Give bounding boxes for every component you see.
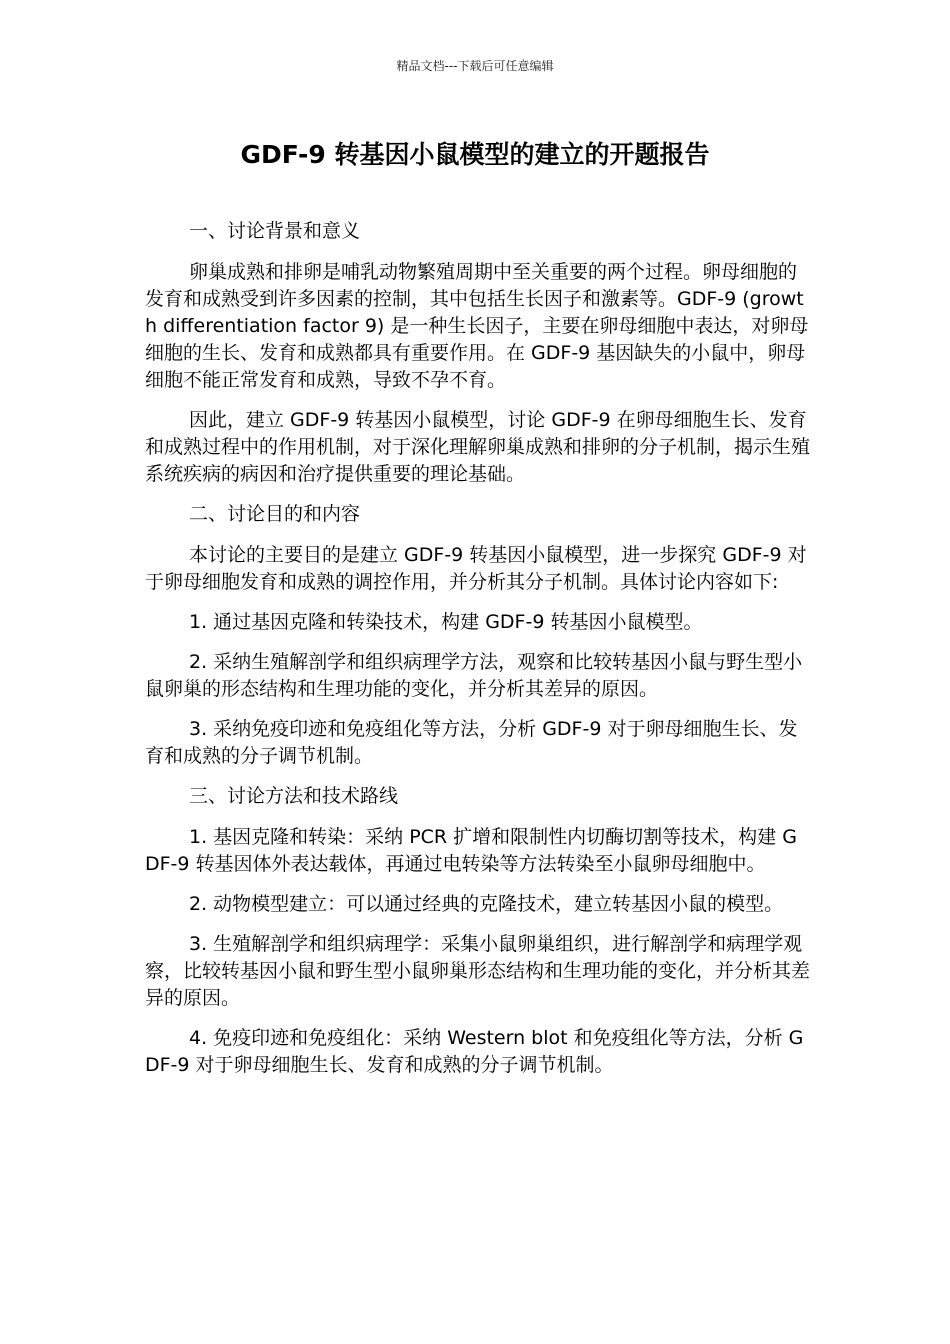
list-item: 2. 采纳生殖解剖学和组织病理学方法，观察和比较转基因小鼠与野生型小鼠卵巢的形态结构和生理功能的变化，并分析其差异的原因。 bbox=[145, 651, 803, 700]
list-item: 3. 采纳免疫印迹和免疫组化等方法，分析 GDF-9 对于卵母细胞生长、发育和成熟的分子调节机制。 bbox=[145, 718, 798, 767]
paragraph: 本讨论的主要目的是建立 GDF-9 转基因小鼠模型，进一步探究 GDF-9 对于卵母细胞发育和成熟的调控作用，并分析其分子机制。具体讨论内容如下: bbox=[145, 544, 807, 593]
section-heading-methods: 三、讨论方法和技术路线 bbox=[189, 785, 399, 807]
paragraph: 卵巢成熟和排卵是哺乳动物繁殖周期中至关重要的两个过程。卵母细胞的发育和成熟受到许多因素的控制，其中包括生长因子和激素等。GDF-9 (growth differentiation factor 9) 是一种生长因子，主要在卵母细胞中表达，对卵母细胞的生长、发育和成熟都具有重要作用。在 GDF-9 基因缺失的小鼠中，卵母细胞不能正常发育和成熟，导致不孕不育。 bbox=[145, 261, 809, 391]
list-item: 1. 通过基因克隆和转染技术，构建 GDF-9 转基因小鼠模型。 bbox=[189, 611, 703, 633]
document-body bbox=[145, 218, 810, 1092]
section-heading-purpose: 二、讨论目的和内容 bbox=[189, 503, 361, 525]
list-item: 4. 免疫印迹和免疫组化：采纳 Western blot 和免疫组化等方法，分析 GDF-9 对于卵母细胞生长、发育和成熟的分子调节机制。 bbox=[145, 1027, 804, 1076]
list-item: 1. 基因克隆和转染：采纳 PCR 扩增和限制性内切酶切割等技术，构建 GDF-9 转基因体外表达载体，再通过电转染等方法转染至小鼠卵母细胞中。 bbox=[145, 826, 797, 875]
section-heading-background: 一、讨论背景和意义 bbox=[189, 220, 361, 242]
list-item: 2. 动物模型建立：可以通过经典的克隆技术，建立转基因小鼠的模型。 bbox=[189, 893, 784, 915]
document-title: GDF-9 转基因小鼠模型的建立的开题报告 bbox=[240, 140, 710, 169]
list-item: 3. 生殖解剖学和组织病理学：采集小鼠卵巢组织，进行解剖学和病理学观察，比较转基因小鼠和野生型小鼠卵巢形态结构和生理功能的变化，并分析其差异的原因。 bbox=[145, 933, 811, 1009]
page-header-note: 精品文档---下载后可任意编辑 bbox=[396, 59, 554, 73]
paragraph: 因此，建立 GDF-9 转基因小鼠模型，讨论 GDF-9 在卵母细胞生长、发育和成熟过程中的作用机制，对于深化理解卵巢成熟和排卵的分子机制，揭示生殖系统疾病的病因和治疗提供重要的理论基础。 bbox=[145, 409, 811, 485]
